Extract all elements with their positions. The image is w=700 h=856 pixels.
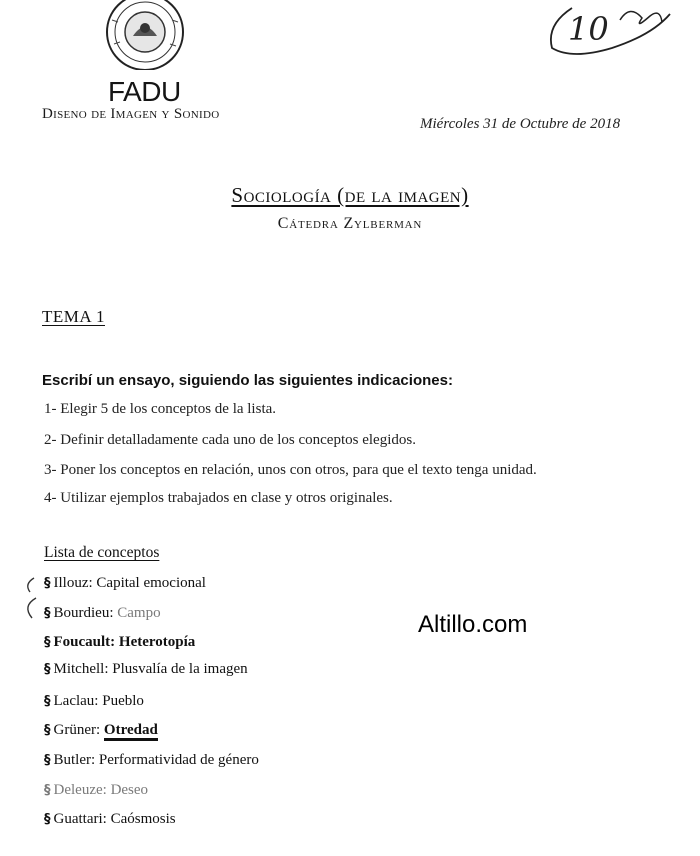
department-name: Diseno de Imagen y Sonido <box>42 106 220 122</box>
concept-item: § Deleuze: Deseo <box>44 782 149 798</box>
instruction-step: 4- Utilizar ejemplos trabajados en clase y otros originales. <box>44 490 393 506</box>
instruction-step: 2- Definir detalladamente cada uno de los conceptos elegidos. <box>44 432 416 448</box>
instruction-step: 3- Poner los conceptos en relación, unos con otros, para que el texto tenga unidad. <box>44 462 537 478</box>
concept-item: § Bourdieu: Campo <box>44 605 161 621</box>
concept-item: § Grüner: Otredad <box>44 722 158 739</box>
cathedra-name: Cátedra Zylberman <box>277 215 423 232</box>
exam-date: Miércoles 31 de Octubre de 2018 <box>420 116 621 132</box>
concept-item: § Illouz: Capital emocional <box>44 575 206 591</box>
handwritten-grade-mark <box>542 0 682 60</box>
instructions-heading: Escribí un ensayo, siguiendo las siguientes indicaciones: <box>42 372 453 389</box>
concept-list-heading: Lista de conceptos <box>44 544 160 561</box>
concept-item: § Mitchell: Plusvalía de la imagen <box>44 661 248 677</box>
grade-value: 10 <box>568 10 609 48</box>
concept-item: § Foucault: Heterotopía <box>44 634 196 650</box>
university-seal-logo <box>100 0 190 70</box>
watermark-text: Altillo.com <box>418 611 528 638</box>
concept-item: § Butler: Performatividad de género <box>44 752 259 768</box>
institution-name: FADU <box>108 76 181 107</box>
topic-heading: TEMA 1 <box>42 307 105 326</box>
concept-item: § Guattari: Caósmosis <box>44 811 176 827</box>
instruction-step: 1- Elegir 5 de los conceptos de la lista. <box>44 401 277 417</box>
course-title: Sociología (de la imagen) <box>231 183 469 207</box>
concept-item: § Laclau: Pueblo <box>44 693 144 709</box>
